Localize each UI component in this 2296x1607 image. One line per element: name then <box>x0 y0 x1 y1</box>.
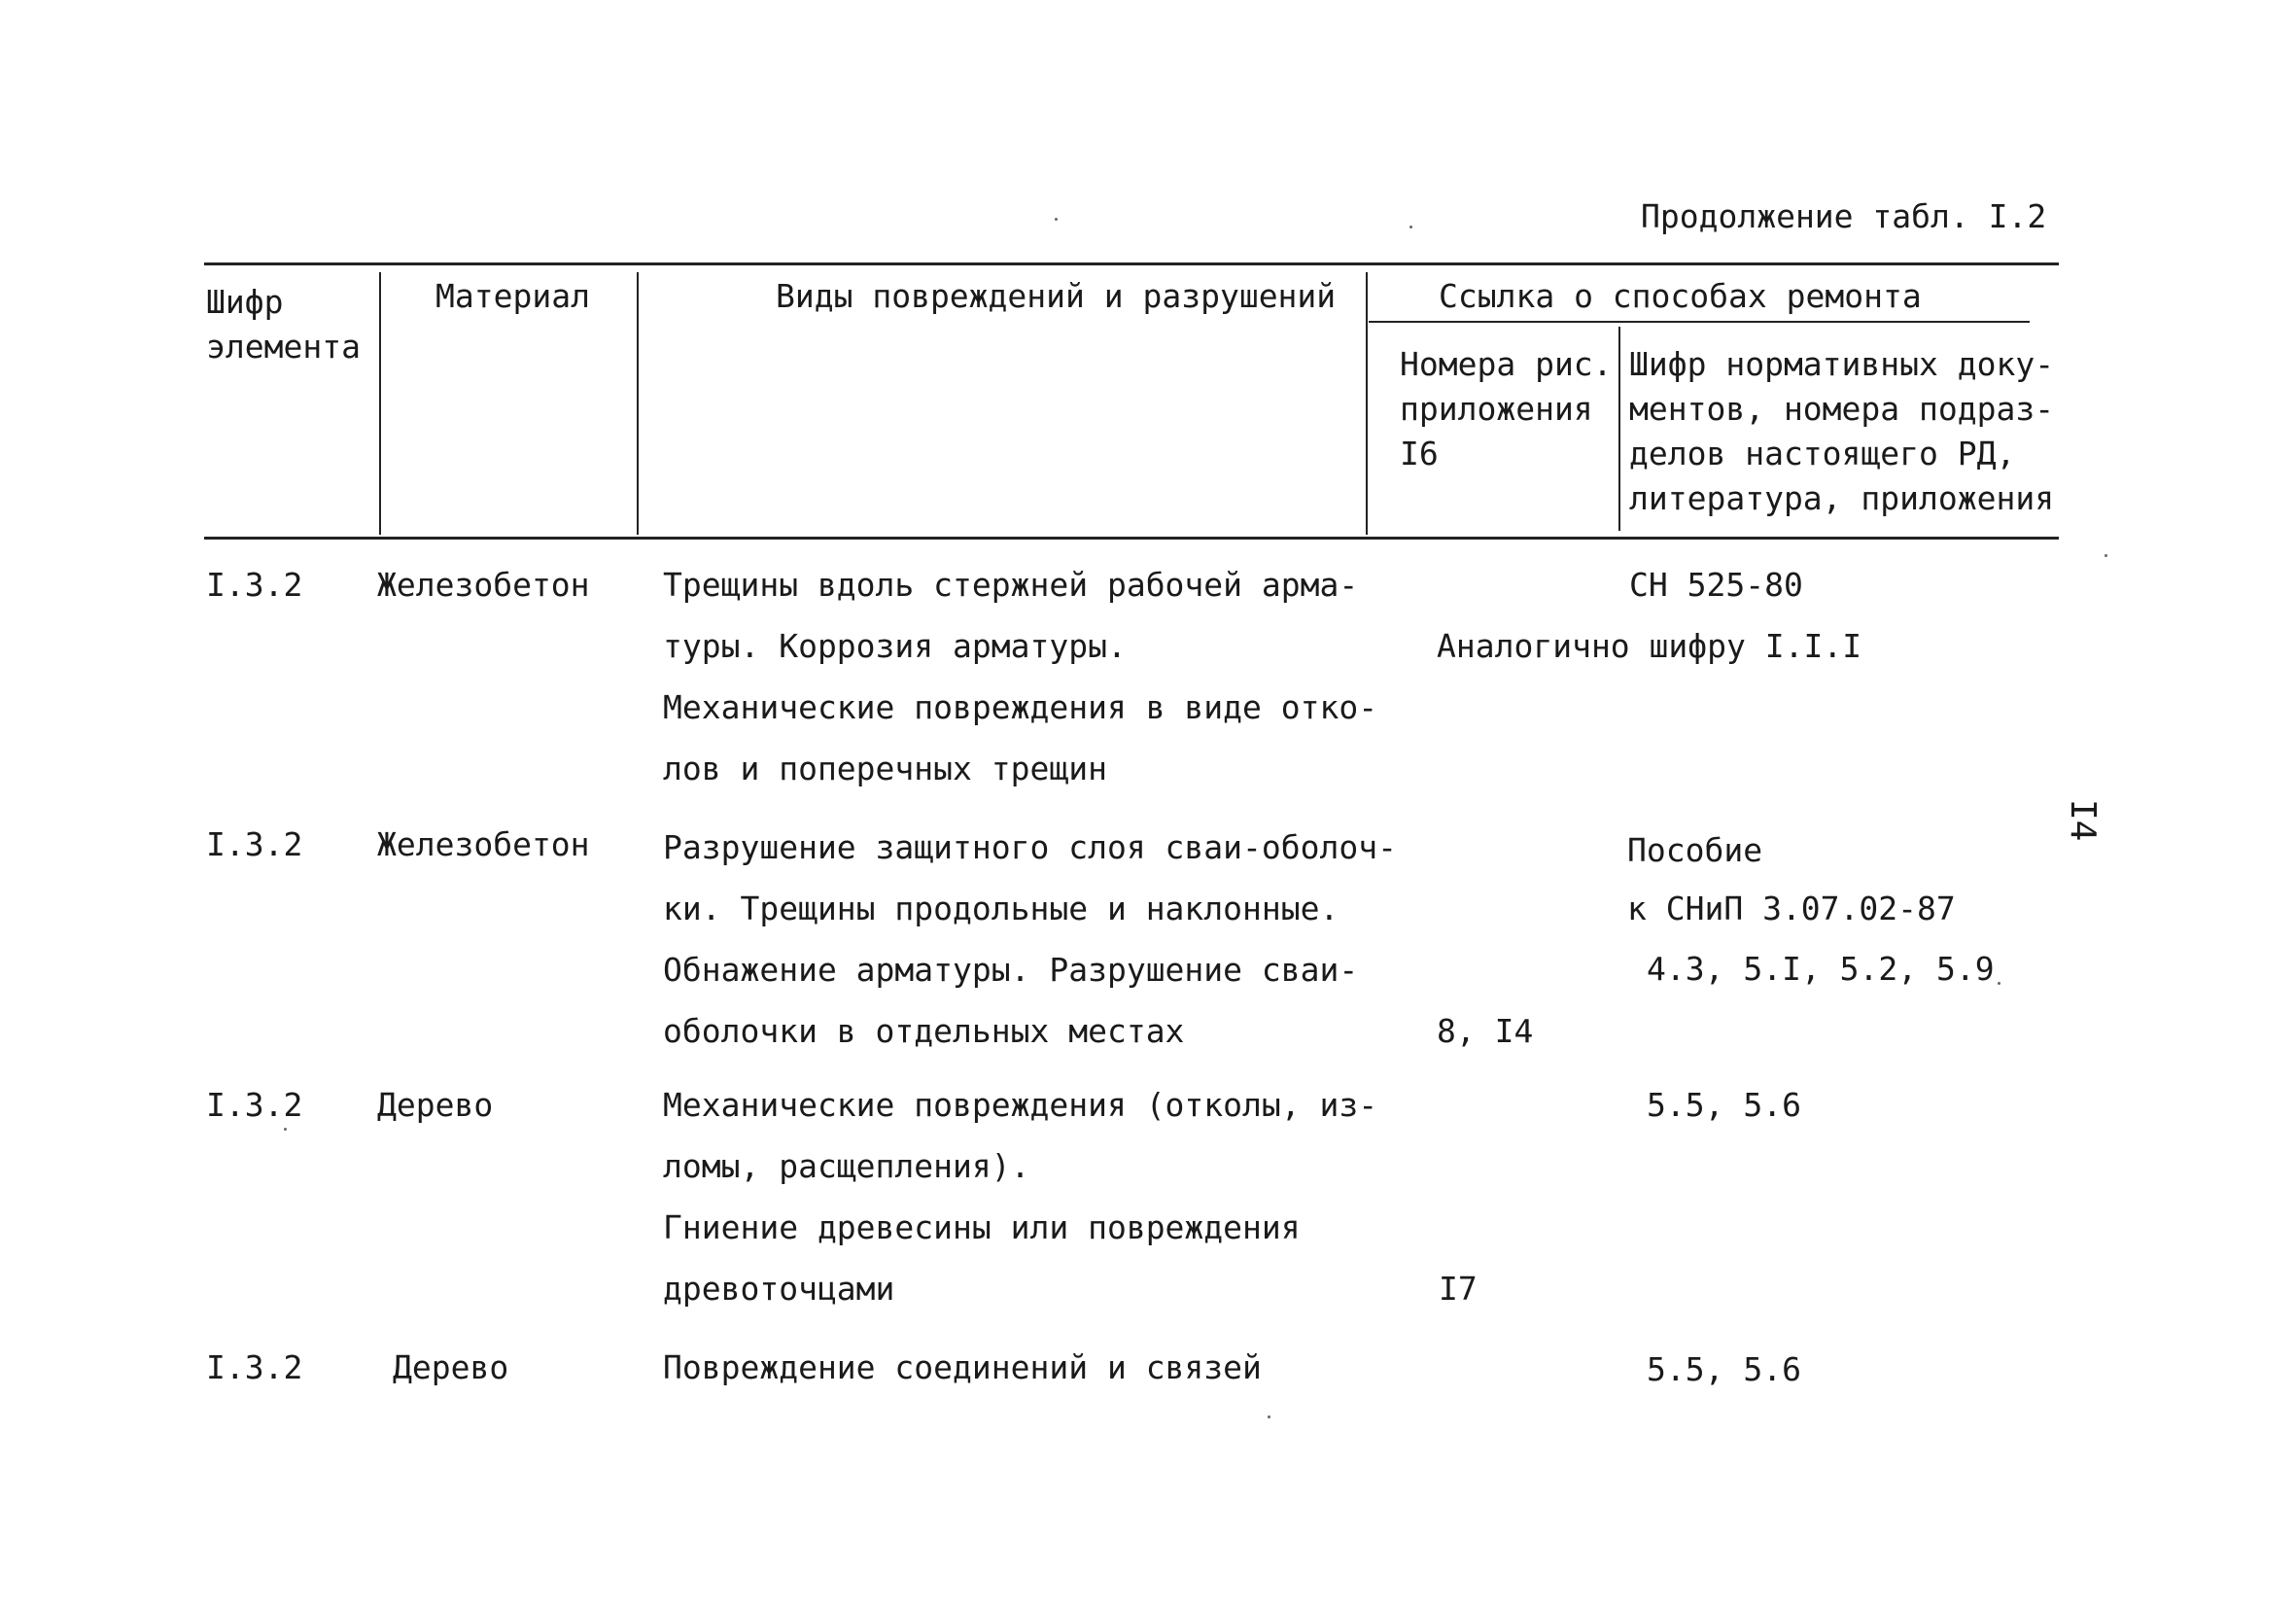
damage-line: Обнажение арматуры. Разрушение сваи- <box>663 951 1359 989</box>
row-code: I.3.2 <box>206 1348 303 1386</box>
ref-line: Аналогично шифру I.I.I <box>1437 627 1862 665</box>
damage-line: Повреждение соединений и связей <box>663 1348 1262 1386</box>
ref-line: 5.5, 5.6 <box>1647 1350 1801 1388</box>
scan-speck <box>1055 218 1058 221</box>
ref-line: 4.3, 5.I, 5.2, 5.9 <box>1647 950 1995 988</box>
row-fig-numbers: 8, I4 <box>1437 1012 1534 1050</box>
scan-speck <box>284 1128 287 1131</box>
damage-line: Разрушение защитного слоя сваи-оболоч- <box>663 828 1397 866</box>
ref-line: Пособие <box>1627 831 1763 869</box>
row-code: I.3.2 <box>206 1086 303 1124</box>
ref-line: 5.5, 5.6 <box>1647 1086 1801 1124</box>
header-material: Материал <box>435 277 590 315</box>
row-material: Дерево <box>377 1086 494 1124</box>
page-number: I4 <box>2063 799 2103 842</box>
ref-line: СН 525-80 <box>1629 566 1803 604</box>
damage-line: ломы, расщепления). <box>663 1147 1030 1185</box>
damage-line: древоточцами <box>663 1270 895 1308</box>
damage-line: ки. Трещины продольные и наклонные. <box>663 890 1339 927</box>
header-damage: Виды повреждений и разрушений <box>776 277 1337 315</box>
row-material: Железобетон <box>377 825 590 863</box>
row-material: Железобетон <box>377 566 590 604</box>
damage-line: лов и поперечных трещин <box>663 750 1107 787</box>
row-fig-numbers: I7 <box>1439 1270 1478 1308</box>
header-norm-docs: Шифр нормативных доку- ментов, номера подраз- делов настоящего РД, литература, приложения <box>1629 345 2055 517</box>
damage-line: Гниение древесины или повреждения <box>663 1208 1301 1246</box>
damage-line: Трещины вдоль стержней рабочей арма- <box>663 566 1359 604</box>
header-fig-numbers: Номера рис. приложения I6 <box>1400 345 1613 472</box>
damage-line: Механические повреждения в виде отко- <box>663 688 1378 726</box>
row-code: I.3.2 <box>206 825 303 863</box>
column-divider-3 <box>1366 272 1368 535</box>
ref-line: к СНиП 3.07.02-87 <box>1627 890 1956 927</box>
column-divider-1 <box>379 272 381 535</box>
table-continuation-caption: Продолжение табл. I.2 <box>1641 197 2047 235</box>
column-divider-2 <box>637 272 639 535</box>
ref-group-rule <box>1369 321 2030 323</box>
table-top-rule <box>204 262 2059 265</box>
row-code: I.3.2 <box>206 566 303 604</box>
scan-speck <box>2105 554 2107 557</box>
scan-speck <box>1409 226 1412 228</box>
damage-line: туры. Коррозия арматуры. <box>663 627 1127 665</box>
table-header-bottom-rule <box>204 537 2059 540</box>
damage-line: Механические повреждения (отколы, из- <box>663 1086 1378 1124</box>
scan-speck <box>1268 1415 1270 1418</box>
row-material: Дерево <box>393 1348 509 1386</box>
header-code: Шифр элемента <box>206 283 361 366</box>
column-divider-4 <box>1618 327 1620 531</box>
header-ref-group: Ссылка о способах ремонта <box>1439 277 1922 315</box>
scan-speck <box>1998 982 2000 985</box>
damage-line: оболочки в отдельных местах <box>663 1012 1185 1050</box>
